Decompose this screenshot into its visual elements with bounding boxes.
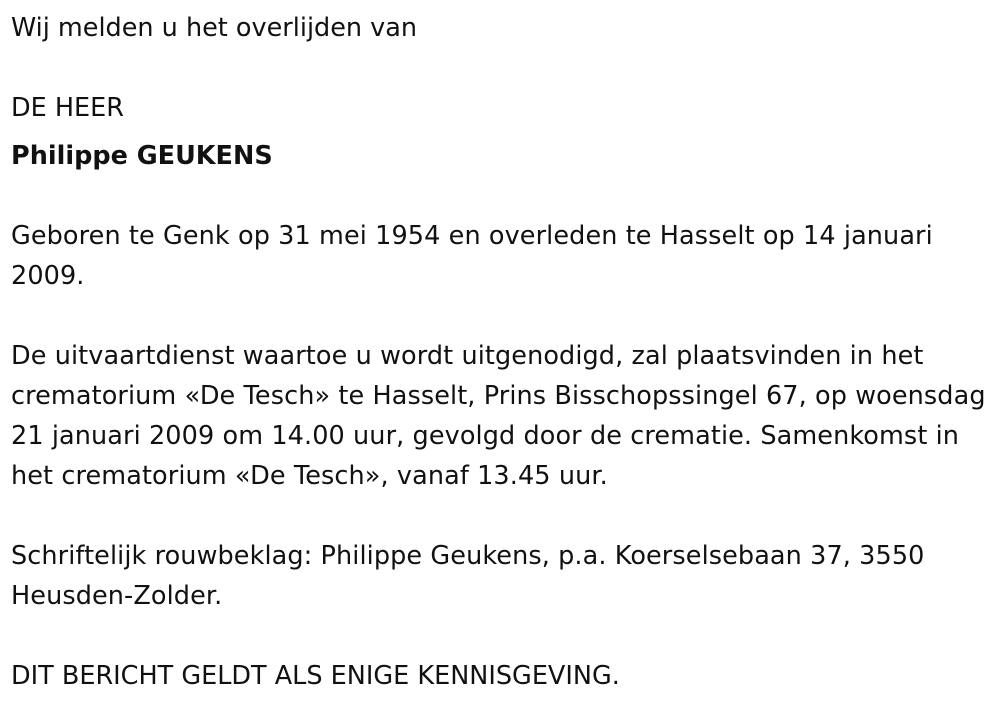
deceased-name: Philippe GEUKENS (11, 141, 273, 171)
condolence-text: Schriftelijk rouwbeklag: Philippe Geukens, p.a. Koerselsebaan 37, 3550 Heusden-Zolder. (11, 541, 925, 611)
service-text: De uitvaartdienst waartoe u wordt uitgenodigd, zal plaatsvinden in het crematorium «De Tesch» te Hasselt, Prins Bisschopssingel 67, op woensdag 21 januari 2009 om 14.00 uur, gevolgd door de crematie. Samenkomst in het crematorium «De Tesch», vanaf 13.45 uur. (11, 341, 986, 491)
obituary-notice (11, 8, 986, 696)
birth-death-text: Geboren te Genk op 31 mei 1954 en overleden te Hasselt op 14 januari 2009. (11, 221, 933, 291)
title-text: DE HEER (11, 93, 124, 123)
closing-text: DIT BERICHT GELDT ALS ENIGE KENNISGEVING. (11, 661, 620, 691)
intro-text: Wij melden u het overlijden van (11, 13, 418, 43)
